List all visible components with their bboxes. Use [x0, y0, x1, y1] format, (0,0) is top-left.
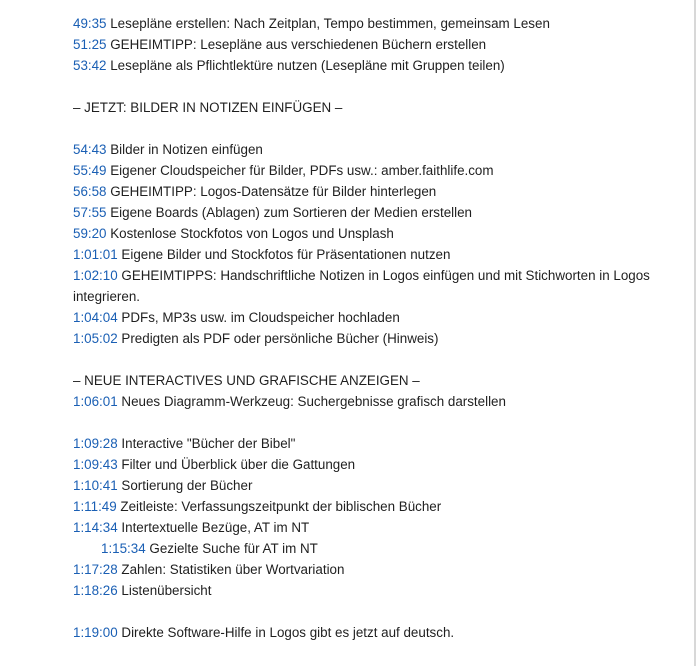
chapter-title: Listenübersicht — [117, 583, 212, 598]
chapter-title: GEHEIMTIPP: Lesepläne aus verschiedenen Büchern erstellen — [106, 37, 487, 52]
chapter-title: Gezielte Suche für AT im NT — [145, 541, 318, 556]
chapter-title: Lesepläne erstellen: Nach Zeitplan, Tempo bestimmen, gemeinsam Lesen — [106, 16, 550, 31]
timestamp-link[interactable]: 1:18:26 — [73, 583, 118, 598]
chapter-title: Sortierung der Bücher — [117, 478, 253, 493]
chapter-title: Predigten als PDF oder persönliche Bücher (Hinweis) — [117, 331, 439, 346]
chapter-entry — [73, 496, 683, 517]
blank-line — [73, 412, 683, 433]
chapter-title: Intertextuelle Bezüge, AT im NT — [117, 520, 310, 535]
chapter-entry — [73, 517, 683, 538]
chapter-title: Neues Diagramm-Werkzeug: Suchergebnisse grafisch darstellen — [117, 394, 506, 409]
timestamp-link[interactable]: 51:25 — [73, 37, 107, 52]
chapter-entry — [73, 181, 683, 202]
chapter-entry — [73, 580, 683, 601]
chapter-entry — [73, 307, 683, 328]
chapter-title: Zeitleiste: Verfassungszeitpunkt der biblischen Bücher — [116, 499, 442, 514]
timestamp-link[interactable]: 1:05:02 — [73, 331, 118, 346]
timestamp-link[interactable]: 1:06:01 — [73, 394, 118, 409]
timestamp-link[interactable]: 53:42 — [73, 58, 107, 73]
timestamp-link[interactable]: 1:17:28 — [73, 562, 118, 577]
chapter-entry — [73, 139, 683, 160]
timestamp-link[interactable]: 56:58 — [73, 184, 107, 199]
chapter-entry — [73, 223, 683, 244]
chapter-title: Zahlen: Statistiken über Wortvariation — [117, 562, 345, 577]
chapter-title: Eigene Bilder und Stockfotos für Präsentationen nutzen — [117, 247, 451, 262]
chapter-entry — [73, 34, 683, 55]
chapter-title: Filter und Überblick über die Gattungen — [117, 457, 356, 472]
timestamp-link[interactable]: 1:15:34 — [101, 541, 146, 556]
chapter-entry — [73, 160, 683, 181]
timestamp-link[interactable]: 49:35 — [73, 16, 107, 31]
chapter-entry — [73, 202, 683, 223]
chapter-title: Kostenlose Stockfotos von Logos und Unsplash — [106, 226, 394, 241]
chapter-title: GEHEIMTIPPS: Handschriftliche Notizen in Logos einfügen und mit Stichworten in Logos integrieren. — [73, 268, 650, 304]
timestamp-link[interactable]: 1:19:00 — [73, 625, 118, 640]
chapter-entry — [73, 433, 683, 454]
timestamp-link[interactable]: 55:49 — [73, 163, 107, 178]
timestamp-link[interactable]: 1:14:34 — [73, 520, 118, 535]
chapter-entry — [73, 391, 683, 412]
section-heading: – NEUE INTERACTIVES UND GRAFISCHE ANZEIGEN – — [73, 373, 420, 388]
chapter-entry — [73, 454, 683, 475]
blank-line — [73, 601, 683, 622]
chapter-entry — [73, 475, 683, 496]
chapter-entry — [73, 244, 683, 265]
blank-line — [73, 118, 683, 139]
timestamp-link[interactable]: 1:10:41 — [73, 478, 118, 493]
chapter-title: GEHEIMTIPP: Logos-Datensätze für Bilder hinterlegen — [106, 184, 437, 199]
chapter-title: Lesepläne als Pflichtlektüre nutzen (Lesepläne mit Gruppen teilen) — [106, 58, 505, 73]
blank-line — [73, 349, 683, 370]
chapter-entry — [73, 265, 683, 307]
chapter-title: Eigener Cloudspeicher für Bilder, PDFs usw.: amber.faithlife.com — [106, 163, 494, 178]
section-heading: – JETZT: BILDER IN NOTIZEN EINFÜGEN – — [73, 100, 343, 115]
timestamp-link[interactable]: 1:02:10 — [73, 268, 118, 283]
chapter-title: Eigene Boards (Ablagen) zum Sortieren der Medien erstellen — [106, 205, 472, 220]
chapter-title: Interactive "Bücher der Bibel" — [117, 436, 296, 451]
timestamp-link[interactable]: 1:01:01 — [73, 247, 118, 262]
chapter-title: Direkte Software-Hilfe in Logos gibt es jetzt auf deutsch. — [117, 625, 455, 640]
chapter-entry — [73, 559, 683, 580]
timestamp-link[interactable]: 1:09:43 — [73, 457, 118, 472]
chapter-title: Bilder in Notizen einfügen — [106, 142, 263, 157]
timestamp-link[interactable]: 57:55 — [73, 205, 107, 220]
chapter-entry — [73, 55, 683, 76]
blank-line — [73, 76, 683, 97]
timestamp-link[interactable]: 1:09:28 — [73, 436, 118, 451]
chapter-entry — [73, 13, 683, 34]
timestamp-link[interactable]: 1:04:04 — [73, 310, 118, 325]
timestamp-link[interactable]: 1:11:49 — [73, 499, 117, 514]
chapter-title: PDFs, MP3s usw. im Cloudspeicher hochladen — [117, 310, 400, 325]
chapter-entry — [73, 328, 683, 349]
timestamp-link[interactable]: 59:20 — [73, 226, 107, 241]
timestamp-link[interactable]: 54:43 — [73, 142, 107, 157]
chapter-entry — [73, 622, 683, 643]
video-description — [73, 13, 683, 643]
chapter-entry — [73, 538, 683, 559]
